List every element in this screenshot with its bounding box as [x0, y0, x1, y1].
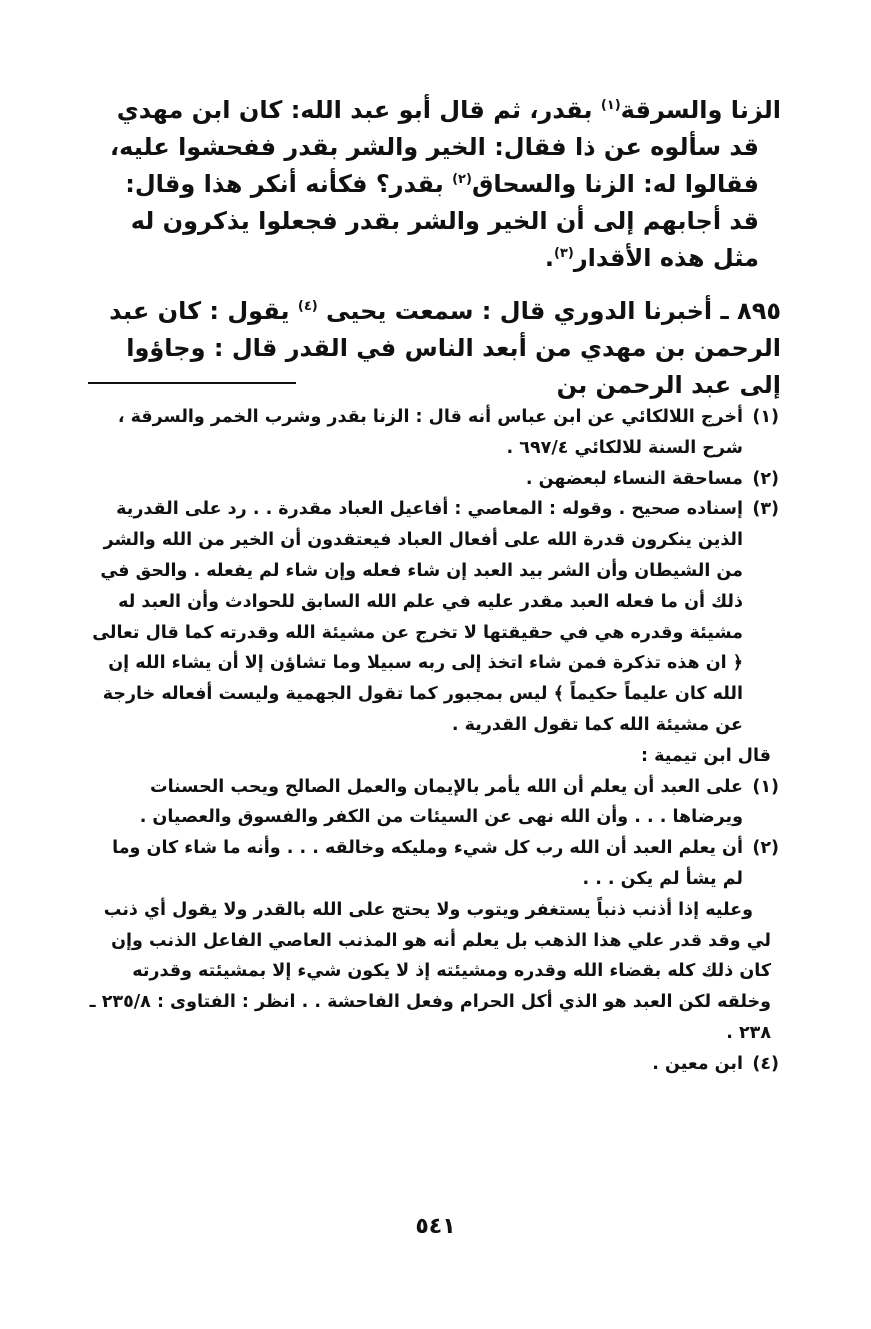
footnote-ref-2: (٢) — [452, 172, 472, 187]
footnotes — [89, 402, 779, 1080]
footnote-4 — [89, 1049, 779, 1080]
footnote-number: (٣) — [752, 499, 779, 520]
text-run: يقول : كان عبد الرحمن بن مهدي من أبعد الناس في القدر قال : وجاؤوا إلى عبد الرحمن بن — [109, 297, 781, 399]
footnote-ref-3: (٣) — [553, 246, 574, 261]
footnote-1 — [89, 402, 779, 464]
footnote-3 — [89, 494, 779, 740]
subpoint-number: (٢) — [752, 838, 779, 859]
subpoint-number: (١) — [752, 776, 779, 797]
footnote-text: مساحقة النساء لبعضهن . — [525, 468, 743, 489]
footnote-2 — [89, 464, 779, 495]
page-number: ٥٤١ — [415, 1214, 456, 1239]
text-run: . — [544, 244, 554, 272]
footnote-number: (٢) — [752, 468, 779, 489]
text-run: بقدر، ثم قال أبو عبد الله: كان ابن مهدي قد سألوه عن ذا فقال: الخير والشر بقدر ففحشوا عليه، فقالوا له: الزنا والسحاق — [110, 96, 759, 198]
closing-paragraph: وعليه إذا أذنب ذنباً يستغفر ويتوب ولا يحتج على الله بالقدر ولا يقول أي ذنب لي وقد قدر علي هذا الذهب بل يعلم أنه هو المذنب العاصي الفاعل الذنب وإن كان ذلك كله بقضاء الله وقدره ومشيئته إذ لا يكون شيء إلا بمشيئته وقدرته وخلقه لكن العبد هو الذي أكل الحرام وفعل الفاحشة . . انظر : الفتاوى : ٢٣٥/٨ ـ ٢٣٨ . — [89, 899, 771, 1043]
footnote-separator — [88, 382, 296, 384]
subpoint-2 — [89, 833, 779, 895]
paragraph-quote — [91, 92, 781, 277]
ibn-taymiyya-heading: قال ابن تيمية : — [640, 745, 771, 766]
footnote-number: (١) — [752, 407, 779, 427]
footnote-number: (٤) — [752, 1053, 779, 1074]
footnote-ref-4: (٤) — [297, 299, 318, 314]
footnote-text: إسناده صحيح . وقوله : المعاصي : أفاعيل العباد مقدرة . . رد على القدرية الذين ينكرون قدرة الله على أفعال العباد فيعتقدون أن الخير من الله والشر من الشيطان وأن الشر بيد العبد إن شاء فعله وإن شاء لم يفعله . والحق في ذلك أن ما فعله العبد مقدر عليه في علم الله السابق للحوادث وأن العبد له مشيئة وقدره هي في حقيقتها لا تخرج عن مشيئة الله وقدرته كما قال تعالى ﴿ ان هذه تذكرة فمن شاء اتخذ إلى ربه سبيلا وما تشاؤن إلا أن يشاء الله إن الله كان عليماً حكيماً ﴾ ليس بمجبور كما تقول الجهمية وليست أفعاله خارجة عن مشيئة الله كما تقول القدرية . — [92, 499, 743, 735]
text-run: الزنا والسرقة — [620, 96, 781, 124]
footnote-text: أخرج اللالكائي عن ابن عباس أنه قال : الزنا بقدر وشرب الخمر والسرقة ، شرح السنة للالكائي ٦٩٧/٤ . — [117, 407, 743, 458]
footnote-ref-1: (١) — [600, 98, 621, 113]
footnote-text: ابن معين . — [652, 1053, 743, 1074]
main-text — [91, 92, 781, 404]
text-run: ٨٩٥ ـ أخبرنا الدوري قال : سمعت يحيى — [317, 297, 781, 325]
subpoint-text: أن يعلم العبد أن الله رب كل شيء ومليكه وخالقه . . . وأنه ما شاء كان وما لم يشأ لم يكن . . . — [112, 838, 743, 889]
subpoint-text: على العبد أن يعلم أن الله يأمر بالإيمان والعمل الصالح ويحب الحسنات ويرضاها . . . وأن الله نهى عن السيئات من الكفر والفسوق والعصيان . — [139, 776, 743, 828]
paragraph-895 — [91, 293, 781, 404]
text-run: بقدر؟ فكأنه أنكر هذا وقال: قد أجابهم إلى أن الخير والشر بقدر فجعلوا يذكرون له مثل هذه الأقدار — [125, 170, 759, 272]
subpoint-1 — [89, 772, 779, 834]
